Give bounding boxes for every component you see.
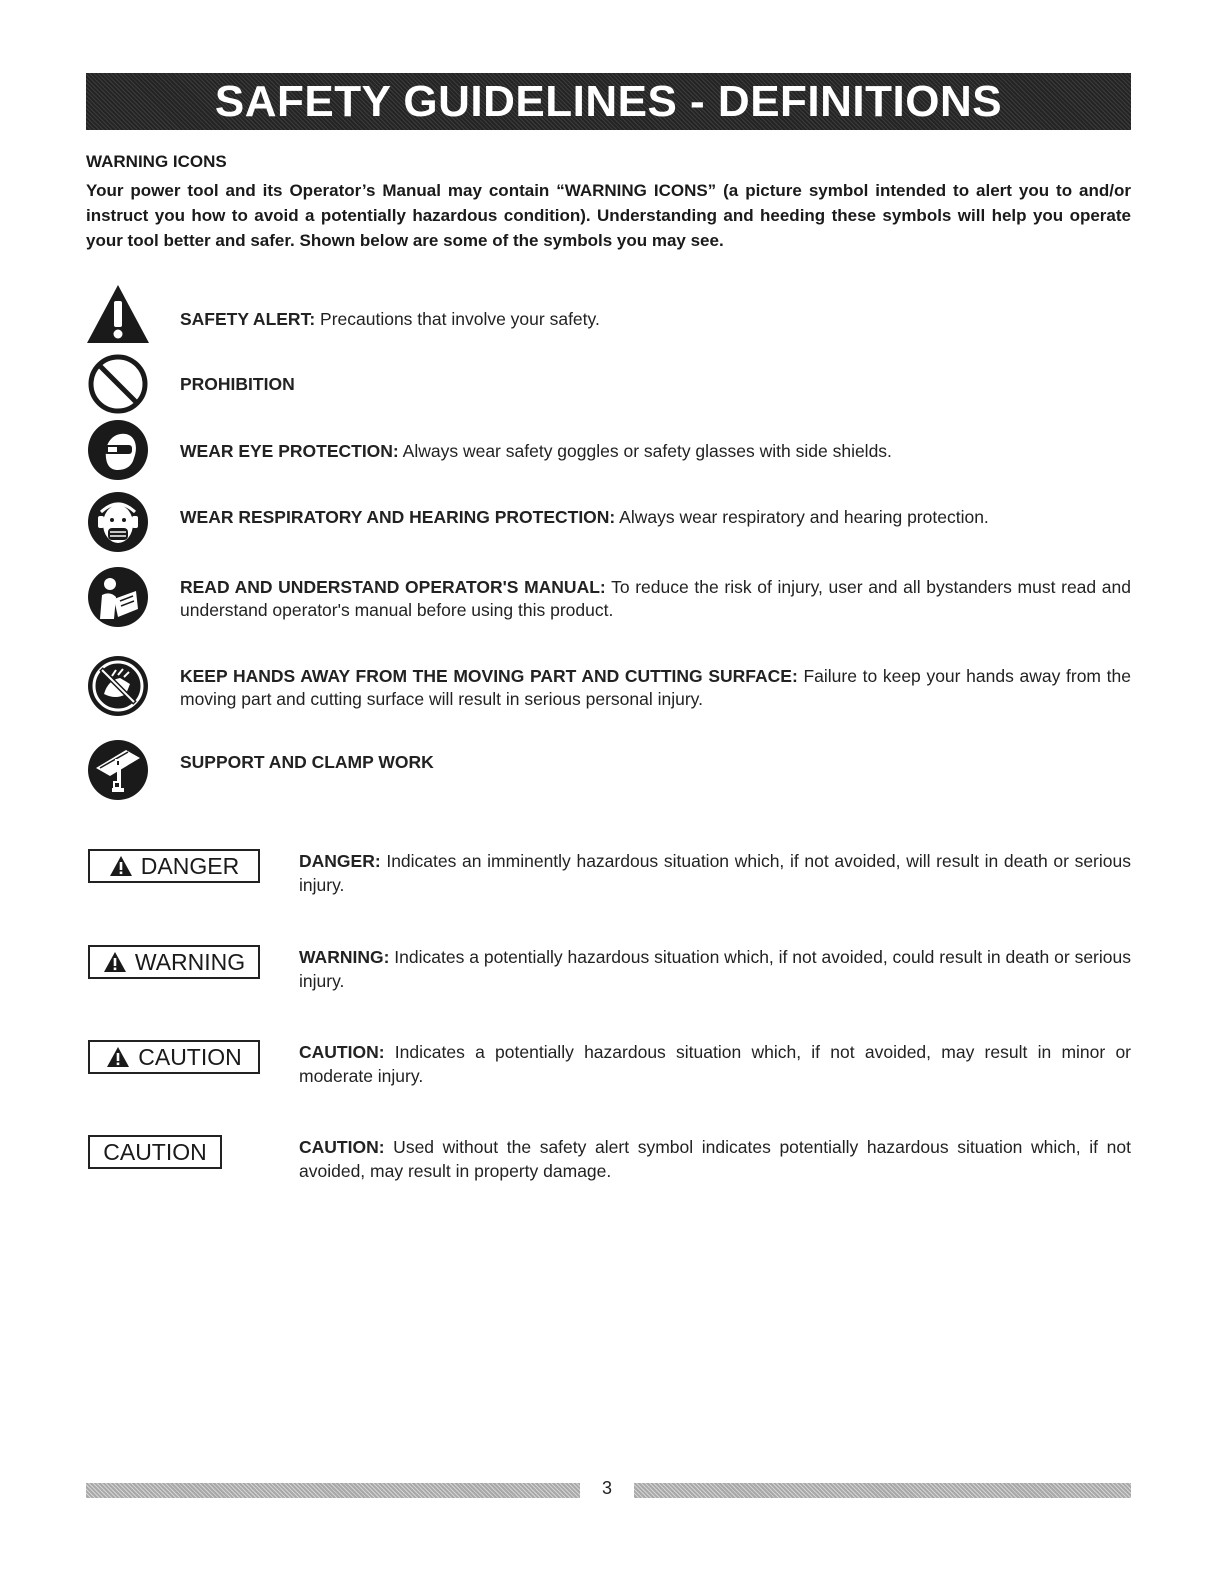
- support-clamp-icon: [86, 738, 150, 802]
- icon-description: To reduce the risk of injury, user and all bystanders must read and understand operator's manual before using this product.: [180, 577, 1131, 620]
- caution-alert-badge: [88, 1040, 260, 1074]
- signal-label: CAUTION:: [299, 1137, 385, 1157]
- respiratory-hearing-icon: [86, 490, 150, 554]
- safety-alert-icon: [109, 855, 133, 877]
- page-number: 3: [601, 1478, 612, 1498]
- signal-description: Indicates a potentially hazardous situation which, if not avoided, may result in minor or moderate injury.: [299, 1042, 1131, 1086]
- signal-description: Indicates a potentially hazardous situation which, if not avoided, could result in death or serious injury.: [299, 947, 1131, 991]
- footer-rule-right: [634, 1483, 1131, 1498]
- badge-label: CAUTION: [138, 1043, 242, 1070]
- icon-label: READ AND UNDERSTAND OPERATOR'S MANUAL:: [180, 577, 606, 597]
- icon-label: PROHIBITION: [180, 374, 295, 394]
- safety-alert-icon: [106, 1046, 130, 1068]
- signal-label: CAUTION:: [299, 1042, 385, 1062]
- icon-description: Failure to keep your hands away from the moving part and cutting surface will result in serious personal injury.: [180, 666, 1131, 709]
- safety-alert-icon: [103, 951, 127, 973]
- signal-label: WARNING:: [299, 947, 390, 967]
- signal-description: Used without the safety alert symbol indicates potentially hazardous situation which, if not avoided, may result in property damage.: [299, 1137, 1131, 1181]
- warning-badge: [88, 945, 260, 979]
- icon-description: Precautions that involve your safety.: [315, 309, 600, 329]
- keep-hands-away-icon: [86, 654, 150, 718]
- section-heading: WARNING ICONS: [86, 152, 227, 171]
- safety-alert-icon: [86, 283, 150, 347]
- caution-badge: [88, 1135, 222, 1169]
- icon-label: WEAR RESPIRATORY AND HEARING PROTECTION:: [180, 507, 616, 527]
- title-banner: [86, 73, 1131, 130]
- intro-section: [86, 152, 1131, 253]
- badge-label: DANGER: [140, 852, 240, 879]
- icon-label: WEAR EYE PROTECTION:: [180, 441, 399, 461]
- icon-label: SAFETY ALERT:: [180, 309, 316, 329]
- icon-label: SUPPORT AND CLAMP WORK: [180, 752, 434, 772]
- icon-label: KEEP HANDS AWAY FROM THE MOVING PART AND CUTTING SURFACE:: [180, 666, 798, 686]
- icon-description: Always wear respiratory and hearing protection.: [615, 507, 989, 527]
- icon-description: Always wear safety goggles or safety glasses with side shields.: [398, 441, 892, 461]
- badge-label: WARNING: [134, 948, 246, 975]
- eye-protection-icon: [86, 418, 150, 482]
- footer-rule-left: [86, 1483, 580, 1498]
- read-manual-icon: [86, 565, 150, 629]
- page-title: SAFETY GUIDELINES - DEFINITIONS: [214, 76, 1003, 126]
- signal-label: DANGER:: [299, 851, 381, 871]
- intro-paragraph: Your power tool and its Operator’s Manual may contain “WARNING ICONS” (a picture symbol intended to alert you to and/or instruct you how to avoid a potentially hazardous condition). Understanding and heeding these symbols will help you operate your tool better and safer. Shown below are some of the symbols you may see.: [86, 181, 1131, 250]
- danger-badge: [88, 849, 260, 883]
- badge-label: CAUTION: [103, 1138, 207, 1165]
- prohibition-icon: [86, 352, 150, 416]
- signal-description: Indicates an imminently hazardous situation which, if not avoided, will result in death or serious injury.: [299, 851, 1131, 895]
